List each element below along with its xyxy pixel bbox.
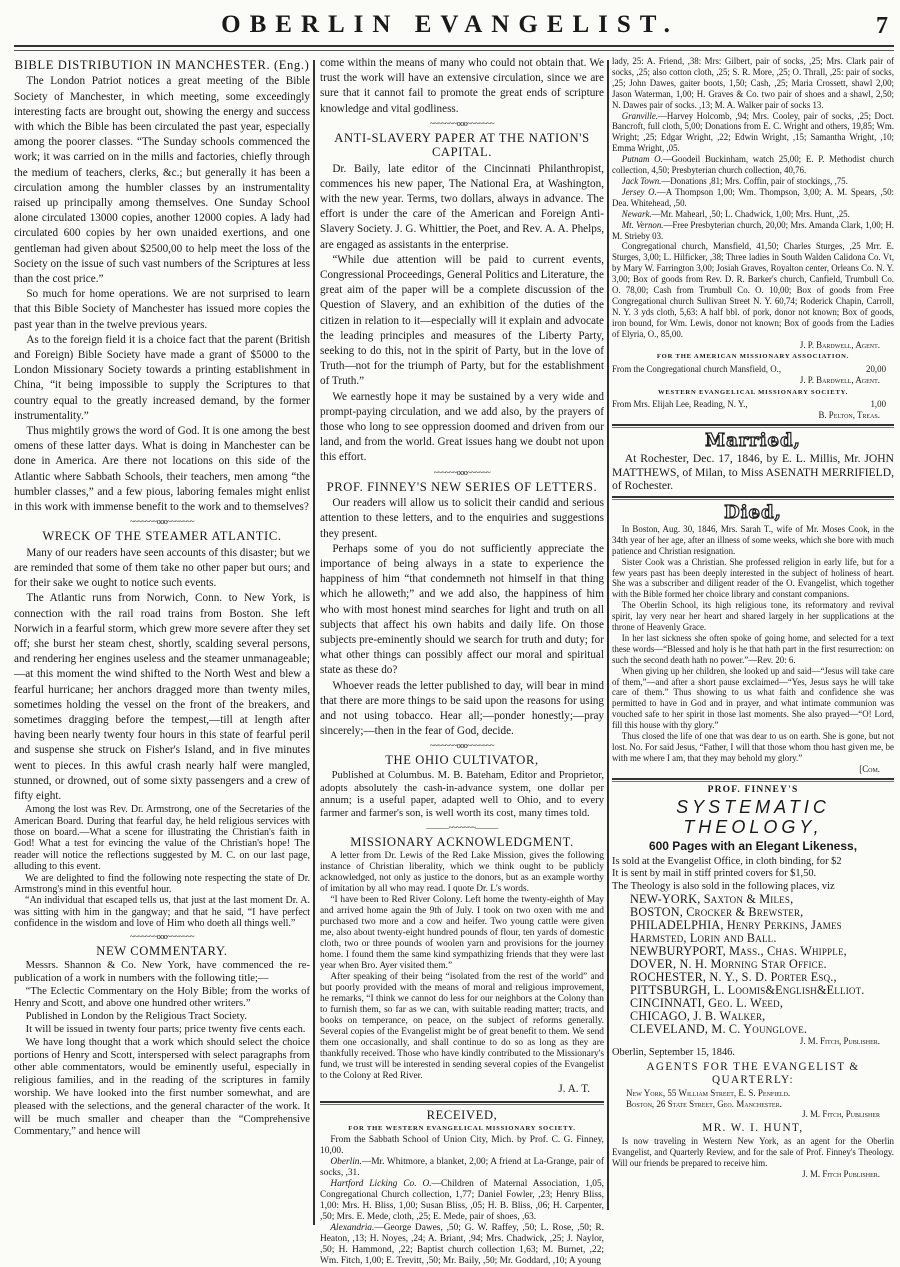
signature: J. M. Fitch, Publisher. [799,1035,880,1046]
paragraph: “While due attention will be paid to current events, Congressional Proceedings, General Politics and Literature, the great aim of the paper will be a complete discussion of the Question of Slavery, and an exhibition of the duties of the citizen in relation to it—especially will it explain and advocate the leading principles and measures of the Liberty Party, seeking to do this, not in the spirit of Party, but in the love of Truth—not for the triumph of Party, but for the establishment of Truth.” [320,253,604,388]
donation-line [612,399,894,410]
place-name: Jack Town. [621,175,662,186]
ad-subtitle: 600 Pages with an Elegant Likeness, [648,838,858,853]
article-heading: WRECK OF THE STEAMER ATLANTIC. [42,529,282,544]
sales-location: PHILADELPHIA, Henry Perkins, James Harmsted, Lorin and Ball. [630,917,842,945]
sales-location: BOSTON, Crocker & Brewster, [630,904,804,919]
paragraph: We are delighted to find the following note respecting the state of Dr. Armstrong's mind in this eventful hour. [14,872,310,895]
paragraph: The Atlantic runs from Norwich, Conn. to New York, is connection with the rail road trains from Boston. She left Norwich in a fearful storm, which grew more severe after they set off; she burst her steam chest, shortly, scalding several persons, and rendering her engines useless and the steamer unmanageable;—at this moment the wind shifted to the North West and blew a fearful hurricane; her anchors dragged more than twenty miles, sometimes holding the vessel on the front of the breakers, and sometimes dragging before the tempest,—till at length after having been nearly twenty four hours in this state of fearful peril and suspense she struck on Fisher's Island, and in five minutes went to pieces. In this awful crash nearly half were mangled, stunned, or drowned, out of some sixty passengers and a crew of fifty eight. [14,592,310,802]
signature: J. P. Bardwell, Agent. [799,339,880,350]
section-title: Married, [705,430,801,452]
paragraph: The Oberlin School, its high religious tone, its reformatory and revival spirit, lay very near her heart and shared largely in her supplications at the throne of Heavenly Grace. [612,600,894,633]
signature: J. P. Bardwell, Agent. [799,374,880,385]
donor: From the Congregational church Mansfield, O., [612,363,782,374]
paragraph: A letter from Dr. Lewis of the Red Lake Mission, gives the following instance of Christian liberality, which we think ought to be publicly acknowledged, not only as justice to the donors, but as an example worthy of imitation by all who may read. I quote Dr. L's words. [320,851,604,895]
place-name: Jersey O. [621,186,657,197]
paragraph: “The Eclectic Commentary on the Holy Bible; from the works of Henry and Scott, and above one hundred other writers.” [14,985,310,1010]
ad-text: The Theology is also sold in the following places, viz [612,880,835,892]
ornament-divider: ~~~~~~~ooo~~~~~~~ [429,118,495,128]
donation-entry [612,176,894,187]
place-name: Oberlin. [330,1157,362,1168]
agent-line: New York, 55 William Street, E. S. Penfield. [626,1088,791,1099]
signature: J. M. Fitch Publisher. [802,1169,880,1180]
paragraph: When giving up her children, she looked up and said—“Jesus will take care of them,”—and after a short pause exclaimed—“Yes, Jesus says he will take care of them.” Thus showing to us what faith and confidence she was permitted to have in God and in prayer, and what intimate communion was vouched safe to her spirit in those last moments. She also prayed—“O! Lord, fill this house with thy glory.” [612,665,894,731]
donation-list: —A Thompson 1,00; Wm. Thompson, 3,00; A. M. Spears, ,50: Dea. Whitehead, ,50. [612,186,894,208]
donation-entry [320,1157,604,1179]
donation-list: —Donations ,81; Mrs. Coffin, pair of stockings, ,75. [661,175,848,186]
ornament-divider: ~~~~~~ooo~~~~~~ [433,467,491,477]
paragraph: “I have been to Red River Colony. Left home the twenty-eighth of May and arrived home again the 9th of July. I took on two oxen with me and purchased two more and a cow and heifer. Two young cattle were given me, also about twenty-eight hundred pounds of flour, ten yards of domestic cloth, two or three pounds of woolen yarn and provisions for the journey home. I found them the same kind sympathizing friends that they were last year when Bro. Ayer visited them.” [320,895,604,972]
place-name: Mt. Vernon. [621,219,664,230]
signature: J. M. Fitch, Publisher [802,1109,880,1120]
column-1 [14,56,310,1139]
section-rule [612,496,894,500]
subheading: FOR THE AMERICAN MISSIONARY ASSOCIATION. [656,353,850,361]
column-divider [313,60,315,1225]
ad-heading: AGENTS FOR THE EVANGELIST & QUARTERLY: [646,1061,860,1087]
article-heading: PROF. FINNEY'S NEW SERIES OF LETTERS. [326,479,598,494]
article-heading: BIBLE DISTRIBUTION IN MANCHESTER. (Eng.) [14,58,310,72]
paragraph: Whoever reads the letter published to day, will bear in mind that there are more things to be said upon the reasons for using and not using tobacco. Hear all;—ponder honestly;—pray sincerely;—then in the fear of God, decide. [320,679,604,738]
sales-location: CINCINNATI, Geo. L. Weed, [630,995,784,1010]
column-3 [612,56,894,1180]
section-title: Died, [724,501,782,523]
paragraph: Among the lost was Rev. Dr. Armstrong, one of the Secretaries of the American Board. During that fearful day, he held religious services with those on board.—What a scene for illustrating the Christian's faith in God! What a test for evincing the value of the Christian's hope! The reader will notice the reflections suggested by M. C. on our last page, alluding to this event. [14,804,310,873]
paragraph: Thus mightily grows the word of God. It is one among the best omens of these latter days. What is doing in Manchester can be done in America. Are there not locations on this side of the Atlantic where Sabbath Schools, their teachers, men among “the humbler classes,” and a few pious, laboring females might enlist in this work with immense benefit to the work and to themselves? [14,425,310,514]
paragraph: lady, 25: A. Friend, ,38: Mrs: Gilbert, pair of socks, ,25; Mrs. Clark pair of socks, ,25; also cotton cloth, ,25; S. R. More, ,25; O. Thrall, ,25: pair of socks, ,25; John Dawes, gaiter boots, 1,50; Cash, ,25; Maria Crossett, shawl 2,00; Jason Waterman, 1,00; H. Graves & Co. two pair of shoes and a shawl, 2,50; N. Dawes pair of socks. ,13; M. A. Walker pair of socks 13. [612,56,894,110]
paragraph: It will be issued in twenty four parts; price twenty five cents each. [25,1024,306,1036]
paragraph: As to the foreign field it is a choice fact that the parent (British and Foreign) Bible Society have made a grant of $5000 to the London Missionary Society towards a printing establishment in China, “it being impossible to supply the Scriptures to that country equal to the greatly increased demand, by the former instrumentality.” [14,333,310,422]
article-heading: RECEIVED, [426,1107,498,1122]
place-name: Alexandria. [330,1223,375,1234]
article-heading: ANTI-SLAVERY PAPER AT THE NATION'S CAPITAL. [334,130,590,160]
subheading: FOR THE WESTERN EVANGELICAL MISSIONARY SOCIETY. [348,1124,576,1132]
newspaper-title: OBERLIN EVANGELIST. [221,11,679,38]
paragraph: Published at Columbus. M. B. Bateham, Editor and Proprietor, adopts absolutely the cash-in-advance system, one dollar per annum; is a useful paper, adapted well to Ohio, and to every farmer and farmer's son, is well worth its cost, many times told. [320,769,604,820]
paragraph: From the Sabbath School of Union City, Mich. by Prof. C. G. Finney, 10,00. [320,1135,604,1157]
paragraph: Messrs. Shannon & Co. New York, have commenced the re-publication of a work in numbers with the following title;— [14,960,310,984]
paragraph: “An individual that escaped tells us, that just at the last moment Dr. A. was sitting with him in the gangway; and that he said, “I have perfect confidence in the wisdom and love of Him who doeth all things well.” [14,895,310,930]
paragraph: Thus closed the life of one that was dear to us on earth. She is gone, but not lost. No. For said Jesus, “Father, I will that those whom thou hast given me, be with me where I am, that they may behold my glory.” [612,731,894,763]
ad-heading: MR. W. I. HUNT, [702,1122,804,1135]
paragraph: So much for home operations. We are not surprised to learn that this Bible Society of Manchester has issued more copies the past year than in the twelve previous years. [14,288,310,331]
paragraph: Sister Cook was a Christian. She professed religion in early life, but for a few years past has been deeply interested in the subject of holiness of heart. She was a subscriber and diligent reader of the O. Evangelist, which together with the Bible formed her choice library and constant companions. [612,556,894,600]
amount: 20,00 [866,363,886,374]
sales-location: ROCHESTER, N. Y., S. D. Porter Esq., [630,969,837,984]
signature: J. A. T. [558,1083,590,1096]
sales-location: PITTSBURGH, L. Loomis&English&Elliot. [630,982,865,997]
paragraph: Many of our readers have seen accounts of this disaster; but we are reminded that some of them take no other paper but ours; and for their sake we ought to notice such events. [14,546,310,590]
ornament-divider: ~~~~~~~ooo~~~~~~~ [129,517,195,527]
paragraph: Is now traveling in Western New York, as an agent for the Oberlin Evangelist, and Quarterly Review, and for the sale of Prof. Finney's Theology. Will our friends be prepared to receive him. [612,1136,894,1169]
paragraph: Our readers will allow us to solicit their candid and serious attention to these letters, and to the enquiries and suggestions they present. [320,497,604,540]
amount: 1,00 [870,399,886,410]
article-heading: MISSIONARY ACKNOWLEDGMENT. [350,834,574,849]
ad-text: Is sold at the Evangelist Office, in cloth binding, for $2 [612,855,842,867]
place-name: Newark. [621,208,652,219]
donation-list: —Goodeil Buckinham, watch 25,00; E. P. Methodist church collection, 4,50; Presbyterian church collection, 40,76. [612,154,894,176]
ad-text: It is sent by mail in stiff printed covers for $1,50. [612,868,817,880]
signature: B. Pelton, Treas. [818,410,880,421]
donation-list: —Free Presbyterian church, 20,00; Mrs. Amanda Clark, 1,00; H. M. Strieby 03. [612,219,895,241]
subheading: WESTERN EVANGELICAL MISSIONARY SOCIETY. [657,388,849,396]
sales-location: DOVER, N. H. Morning Star Office. [630,956,827,971]
donation-list: —George Dawes, ,50; G. W. Raffey, ,50; L. Rose, ,50; R. Heaton, ,13; H. Noyes, ,24; A. Briant, ,94; Mrs. Chadwick, ,25; J. Naylor, ,50; H. Hammond, ,22; Baptist church collection 1,63; M. Burnet, ,22; Wm. Fitch, 1,00; E. Trevitt, ,50; Mr. Baily, ,50; Mr. Goddard, ,10; A young [320,1223,604,1267]
masthead-rule [14,45,894,51]
article-heading: NEW COMMENTARY. [96,943,228,958]
donation-list: —Mr. Whitmore, a blanket, 2,00; A friend at La-Grange, pair of socks, ,31. [320,1157,604,1179]
donation-entry [612,187,894,209]
ornament-divider: ———~~~~~~~——— [426,822,498,832]
column-divider [607,60,609,1210]
ornament-divider: ~~~~~~~ooo~~~~~~~ [129,931,195,941]
donation-entry [612,154,894,176]
ornament-divider: ~~~~~~~ooo~~~~~~~ [429,741,495,751]
paragraph: Perhaps some of you do not sufficiently appreciate the importance of being always in a state to experience the happiness of him “that condemneth not himself in that thing which he alloweth;” and we add also, the happiness of him who with most honest mind searches for light and truth on all subjects that affect his own habits and daily life. On those subjects pre-eminently should we search for truth and duty; for what other things can possibly affect our moral and spiritual state as these do? [320,542,604,677]
sales-location: CLEVELAND, M. C. Younglove. [630,1021,808,1036]
paragraph: In Boston, Aug. 30, 1846, Mrs. Sarah T., wife of Mr. Moses Cook, in the 34th year of her age, after an illness of some weeks, which she bore with much patience and Christian resignation. [612,523,894,556]
donation-entry [612,220,894,242]
section-rule [612,424,894,428]
donation-entry [612,209,894,220]
page-number: 7 [876,13,888,39]
column-2 [320,56,604,1267]
paragraph: In her last sickness she often spoke of going home, and selected for a text these words—“Blessed and holy is he that hath part in the first resurrection: on such the second death hath no power.”—Rev. 20: 6. [612,632,894,665]
paragraph: come within the means of many who could not obtain that. We trust the work will have an extensive circulation, since we are sure that it cannot fail to promote the great ends of scripture knowledge and vital godliness. [320,57,604,115]
ad-text: Oberlin, September 15, 1846. [612,1046,735,1058]
place-name: Granville. [621,110,659,121]
donation-list: —Children of Maternal Association, 1,05, Congregational Church collection, 1,77; Daniel Fowler, ,23; Henry Bliss, 1,00: Mrs. H. Bliss, 1,00; Susan Bliss, ,05; H. B. Bliss, ,06; H. Carpenter, ,50; Mrs. E. Mede, cloth, ,25; E. Mede, pair of shoes, ,63. [320,1179,605,1223]
paragraph: Congregational church, Mansfield, 41,50; Charles Sturges, ,25 Mrr. E. Sturges, 3,00; L. Hilficker, ,38; Three ladies in South Walden Calidona Co. Vt, by Mary W. Farrington 3,00; Josiah Graves, Royalton center, Orleans Co. N. Y. 3,00; Box of goods from Rev. D. R. Barker's church, Canfield, Trumbull Co. O. 78,00; Cash from Trumbull Co. O. 10,00; Box of goods from Free Congregational church Sullivan Street N. Y. 60,74; Roderick Chapin, Carroll, N. Y. 3 yds cloth, 5,63: A half bbl. of pork, donor not known; Box of goods, iron bound, for Wm. Lewis, donor not known; Box of goods from the Ladies of Elyria, O., 85,00. [612,241,894,339]
paragraph: Dr. Baily, late editor of the Cincinnati Philanthropist, commences his new paper, The National Era, at Washington, with the new year. Terms, two dollars, always in advance. The effort is under the care of the American and Foreign Anti-Slavery Society. J. G. Whittier, the Poet, and Rev. A. A. Phelps, are engaged as assistants in the enterprise. [320,162,604,251]
signature: [Com. [859,763,880,774]
donation-list: —Harvey Holcomb, ,94; Mrs. Cooley, pair of socks, ,25; Doct. Bancroft, full cloth, 5,00; Donations from E. C. Wright and others, 19,85; Wm. Wright; ,25; Edgar Wright, ,22; Edwin Wright, ,15; Samantha Wright, ,10; Emma Wright, ,05. [612,110,894,154]
paragraph: At Rochester, Dec. 17, 1846, by E. L. Millis, Mr. JOHN MATTHEWS, of Milan, to Miss ASENATH MERRIFIELD, of Rochester. [612,452,894,493]
sales-location: NEW-YORK, Saxton & Miles, [630,891,794,906]
sales-location: CHICAGO, J. B. Walker, [630,1008,766,1023]
masthead [0,4,900,44]
paragraph: We have long thought that a work which should select the choice portions of Henry and Scott, interspersed with select paragraphs from other able commentators, would be eminently useful, especially in religious families, and in the reading of the scriptures in family worship. We have looked into the first number somewhat, and are pleased with the selections, and the general character of the work. It will be much smaller and cheaper than the “Comprehensive Commentary,” and hence will [14,1036,310,1138]
article-heading: THE OHIO CULTIVATOR, [385,753,539,768]
place-name: Putnam O. [621,154,663,165]
place-name: Hartford Licking Co. O. [330,1179,432,1190]
donation-list: —Mr. Mahearl, ,50; L. Chadwick, 1,00; Mrs. Hunt, ,25. [651,208,850,219]
donation-entry [612,111,894,155]
donation-entry [320,1179,604,1223]
ad-heading: PROF. FINNEY'S [707,784,799,795]
sales-location: NEWBURYPORT, Mass., Chas. Whipple, [630,943,847,958]
paragraph: After speaking of their being “isolated from the rest of the world” and but poorly provided with the means of moral and religious improvement, he remarks, “I think we cannot do less for our neighbors at the Colony than to furnish them, so far as we can, with suitable reading matter; tracts, and books on temperance, on peace, on the subject of reforms generally. Several copies of the Evangelist might be of great benefit to them. We send them one occasionally, and shall continue to do so as long as they are thankfully received. Those who have kindly contributed to the Missionary's fund, we trust will be interested in sending several copies of the Evangelist to the Colony at Red River. [320,972,604,1082]
paragraph: We earnestly hope it may be sustained by a very wide and prompt-paying circulation, and we add also, by the prayers of those who long to see oppression doomed and driven from our land, and from the world. Great issues hang we doubt not upon this effort. [320,390,604,464]
donation-line [612,364,894,375]
donation-entry [320,1223,604,1267]
section-rule [320,1101,604,1105]
agent-line: Boston, 26 State Street, Geo. Manchester. [626,1098,782,1109]
donor: From Mrs. Elijah Lee, Reading, N. Y., [612,399,748,410]
paragraph: The London Patriot notices a great meeting of the Bible Society of Manchester, in which meeting, some exceedingly interesting facts are brought out, showing the energy and success with which the Bible has been circulated the past year, especially among the poorer classes. “The Sunday schools commenced the work; it was carried on in the mills and factories, chiefly through the medium of teachers, clerks, &c.; but generally it has been a circulation among the humbler classes by an instrumentality raised up principally among themselves. One Sunday School alone circulated 13000 copies, another 12000 copies. A lady had circulated 600 copies by her own unaided exertions, and one gentleman had given about $2500,00 to help meet the loss of the Society on the issue of such vast numbers of the Scriptures at less than the cost price.” [14,75,310,286]
ad-title: SYSTEMATIC THEOLOGY, [676,796,830,837]
paragraph: Published in London by the Religious Tract Society. [25,1011,247,1023]
section-rule [612,778,894,782]
